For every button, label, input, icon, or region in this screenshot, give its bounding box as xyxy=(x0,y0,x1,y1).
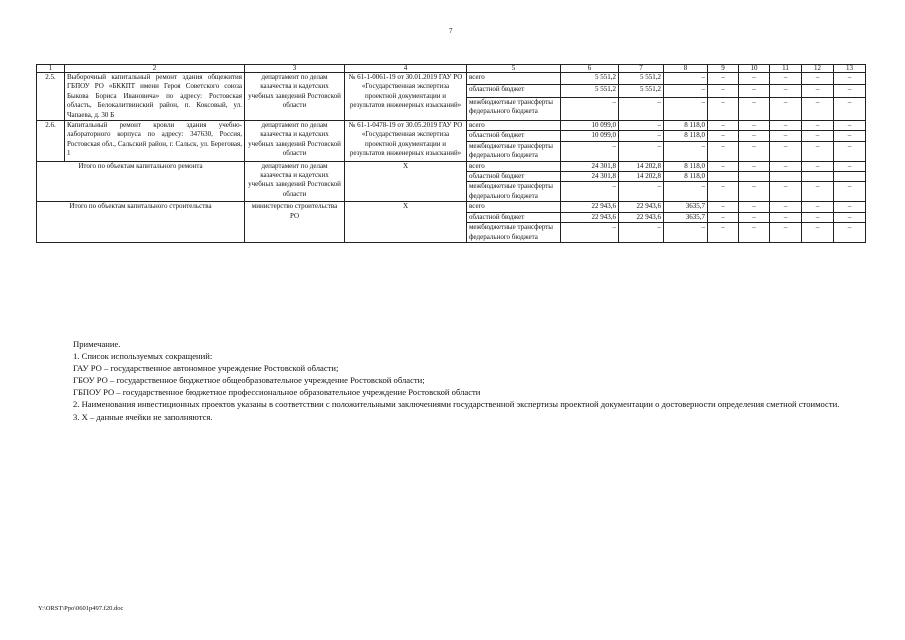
amount-cell: – xyxy=(770,141,802,161)
file-path-footer: Y:\ORST\Ppo\0601p497.f20.doc xyxy=(38,605,124,612)
amount-cell: 10 099,0 xyxy=(561,121,619,131)
amount-cell: – xyxy=(770,161,802,171)
amount-cell: – xyxy=(739,161,770,171)
amount-cell: – xyxy=(802,182,834,202)
column-number-row xyxy=(37,65,866,73)
amount-cell: 8 118,0 xyxy=(664,121,708,131)
funding-source: межбюджетные трансферты федерального бюджета xyxy=(467,141,561,161)
col-header: 2 xyxy=(65,65,245,73)
row-number: 2.5. xyxy=(37,73,65,121)
funding-source: областной бюджет xyxy=(467,172,561,182)
amount-cell: – xyxy=(834,73,866,85)
note-item: ГБПОУ РО – государственное бюджетное профессиональное образовательное учреждение Ростовской области xyxy=(73,387,481,398)
amount-cell: – xyxy=(664,182,708,202)
amount-cell: – xyxy=(664,141,708,161)
amount-cell: – xyxy=(708,141,739,161)
amount-cell: – xyxy=(802,202,834,212)
amount-cell: – xyxy=(708,161,739,171)
amount-cell: – xyxy=(739,97,770,120)
amount-cell: – xyxy=(739,202,770,212)
amount-cell: – xyxy=(834,131,866,141)
amount-cell: – xyxy=(802,121,834,131)
funding-source: всего xyxy=(467,73,561,85)
funding-source: всего xyxy=(467,161,561,171)
amount-cell: 3635,7 xyxy=(664,212,708,222)
notes-title: Примечание. xyxy=(73,339,121,349)
amount-cell: – xyxy=(619,97,664,120)
funding-source: межбюджетные трансферты федерального бюджета xyxy=(467,223,561,243)
amount-cell: – xyxy=(739,131,770,141)
responsible-agency: министерство строительства РО xyxy=(245,202,345,243)
col-header: 11 xyxy=(770,65,802,73)
amount-cell: – xyxy=(739,73,770,85)
project-name: Капитальный ремонт кровли здания учебно-лабораторного корпуса по адресу: 347630, Россия, Ростовская обл., Сальский район, г. Сальск, ул. Береговая, 1 xyxy=(65,121,245,162)
amount-cell: 14 202,8 xyxy=(619,161,664,171)
amount-cell: – xyxy=(770,73,802,85)
col-header: 8 xyxy=(664,65,708,73)
amount-cell: – xyxy=(619,141,664,161)
amount-cell: 5 551,2 xyxy=(561,85,619,97)
amount-cell: – xyxy=(708,85,739,97)
amount-cell: – xyxy=(739,182,770,202)
funding-source: межбюджетные трансферты федерального бюджета xyxy=(467,97,561,120)
responsible-agency: департамент по делам казачества и кадетских учебных заведений Ростовской области xyxy=(245,73,345,121)
amount-cell: – xyxy=(619,182,664,202)
total-label: Итого по объектам капитального ремонта xyxy=(37,161,245,202)
amount-cell: 22 943,6 xyxy=(561,202,619,212)
amount-cell: 5 551,2 xyxy=(619,73,664,85)
total-label: Итого по объектам капитального строительства xyxy=(37,202,245,243)
amount-cell: 8 118,0 xyxy=(664,131,708,141)
col-header: 9 xyxy=(708,65,739,73)
funding-source: всего xyxy=(467,121,561,131)
amount-cell: – xyxy=(708,121,739,131)
expertise-conclusion: Х xyxy=(345,161,467,202)
amount-cell: 5 551,2 xyxy=(619,85,664,97)
amount-cell: – xyxy=(770,223,802,243)
expertise-conclusion: Х xyxy=(345,202,467,243)
amount-cell: – xyxy=(834,97,866,120)
amount-cell: – xyxy=(770,97,802,120)
amount-cell: – xyxy=(664,97,708,120)
amount-cell: 14 202,8 xyxy=(619,172,664,182)
amount-cell: – xyxy=(834,202,866,212)
amount-cell: – xyxy=(770,182,802,202)
amount-cell xyxy=(739,172,770,182)
col-header: 4 xyxy=(345,65,467,73)
col-header: 10 xyxy=(739,65,770,73)
col-header: 3 xyxy=(245,65,345,73)
amount-cell: – xyxy=(739,212,770,222)
col-header: 5 xyxy=(467,65,561,73)
amount-cell: 3635,7 xyxy=(664,202,708,212)
amount-cell xyxy=(770,172,802,182)
amount-cell: – xyxy=(770,212,802,222)
funding-source: областной бюджет xyxy=(467,85,561,97)
expertise-conclusion: № 61-1-0478-19 от 30.05.2019 ГАУ РО «Государственная экспертиза проектной документации и результатов инженерных изысканий» xyxy=(345,121,467,162)
amount-cell xyxy=(834,172,866,182)
amount-cell: – xyxy=(664,85,708,97)
amount-cell: – xyxy=(834,141,866,161)
amount-cell: – xyxy=(708,182,739,202)
amount-cell: – xyxy=(802,85,834,97)
col-header: 6 xyxy=(561,65,619,73)
amount-cell: – xyxy=(802,141,834,161)
amount-cell: 22 943,6 xyxy=(619,212,664,222)
responsible-agency: департамент по делам казачества и кадетских учебных заведений Ростовской области xyxy=(245,161,345,202)
amount-cell: – xyxy=(834,223,866,243)
amount-cell: – xyxy=(834,182,866,202)
table-row xyxy=(37,121,866,131)
col-header: 12 xyxy=(802,65,834,73)
col-header: 13 xyxy=(834,65,866,73)
funding-source: областной бюджет xyxy=(467,131,561,141)
amount-cell: – xyxy=(708,73,739,85)
amount-cell: – xyxy=(802,223,834,243)
amount-cell: – xyxy=(708,223,739,243)
amount-cell: 24 301,8 xyxy=(561,172,619,182)
note-item: ГБОУ РО – государственное бюджетное общеобразовательное учреждение Ростовской области; xyxy=(73,375,425,386)
col-header: 7 xyxy=(619,65,664,73)
amount-cell: – xyxy=(802,73,834,85)
page-number: 7 xyxy=(449,27,453,35)
amount-cell: – xyxy=(739,223,770,243)
amount-cell: – xyxy=(664,73,708,85)
amount-cell xyxy=(802,172,834,182)
amount-cell: – xyxy=(619,223,664,243)
col-header: 1 xyxy=(37,65,65,73)
note-item: ГАУ РО – государственное автономное учреждение Ростовской области; xyxy=(73,363,339,374)
amount-cell: – xyxy=(708,202,739,212)
amount-cell: – xyxy=(770,121,802,131)
project-name: Выборочный капитальный ремонт здания общежития ГБПОУ РО «БККПТ имени Героя Советского союза Быкова Бориса Ивановича» по адресу: Ростовская область, Белокалитвинский район, п. Коксовый, ул. Чапаева, д. 30 Б xyxy=(65,73,245,121)
amount-cell: – xyxy=(708,131,739,141)
funding-source: межбюджетные трансферты федерального бюджета xyxy=(467,182,561,202)
amount-cell: 5 551,2 xyxy=(561,73,619,85)
amount-cell: – xyxy=(708,212,739,222)
note-item: 2. Наименования инвестиционных проектов указаны в соответствии с положительными заключениями государственной экспертизы проектной документации о достоверности определения сметной стоимости. xyxy=(73,399,840,410)
amount-cell: – xyxy=(834,212,866,222)
amount-cell: – xyxy=(834,121,866,131)
amount-cell: – xyxy=(739,141,770,161)
amount-cell: – xyxy=(664,223,708,243)
amount-cell: – xyxy=(770,131,802,141)
amount-cell: – xyxy=(739,85,770,97)
amount-cell: – xyxy=(708,97,739,120)
table-row xyxy=(37,73,866,85)
amount-cell: – xyxy=(561,97,619,120)
amount-cell: – xyxy=(619,131,664,141)
responsible-agency: департамент по делам казачества и кадетских учебных заведений Ростовской области xyxy=(245,121,345,162)
row-number: 2.6. xyxy=(37,121,65,162)
funding-source: всего xyxy=(467,202,561,212)
amount-cell: 22 943,6 xyxy=(561,212,619,222)
amount-cell: – xyxy=(802,161,834,171)
amount-cell: – xyxy=(561,223,619,243)
amount-cell: 8 118,0 xyxy=(664,172,708,182)
amount-cell xyxy=(708,172,739,182)
table-row xyxy=(37,202,866,212)
funding-source: областной бюджет xyxy=(467,212,561,222)
expertise-conclusion: № 61-1-0061-19 от 30.01.2019 ГАУ РО «Государственная экспертиза проектной документации и результатов инженерных изысканий» xyxy=(345,73,467,121)
investment-table xyxy=(36,64,866,243)
table-row xyxy=(37,161,866,171)
amount-cell: – xyxy=(770,202,802,212)
amount-cell: 22 943,6 xyxy=(619,202,664,212)
amount-cell: 8 118,0 xyxy=(664,161,708,171)
amount-cell: – xyxy=(834,161,866,171)
amount-cell: – xyxy=(561,141,619,161)
note-item: 3. Х – данные ячейки не заполняются. xyxy=(73,411,213,422)
amount-cell: – xyxy=(770,85,802,97)
amount-cell: 10 099,0 xyxy=(561,131,619,141)
amount-cell: – xyxy=(802,212,834,222)
amount-cell: – xyxy=(802,97,834,120)
amount-cell: – xyxy=(619,121,664,131)
amount-cell: – xyxy=(739,121,770,131)
note-item: 1. Список используемых сокращений: xyxy=(73,351,213,362)
amount-cell: – xyxy=(561,182,619,202)
notes-block xyxy=(73,338,863,423)
amount-cell: – xyxy=(802,131,834,141)
amount-cell: 24 301,8 xyxy=(561,161,619,171)
amount-cell: – xyxy=(834,85,866,97)
